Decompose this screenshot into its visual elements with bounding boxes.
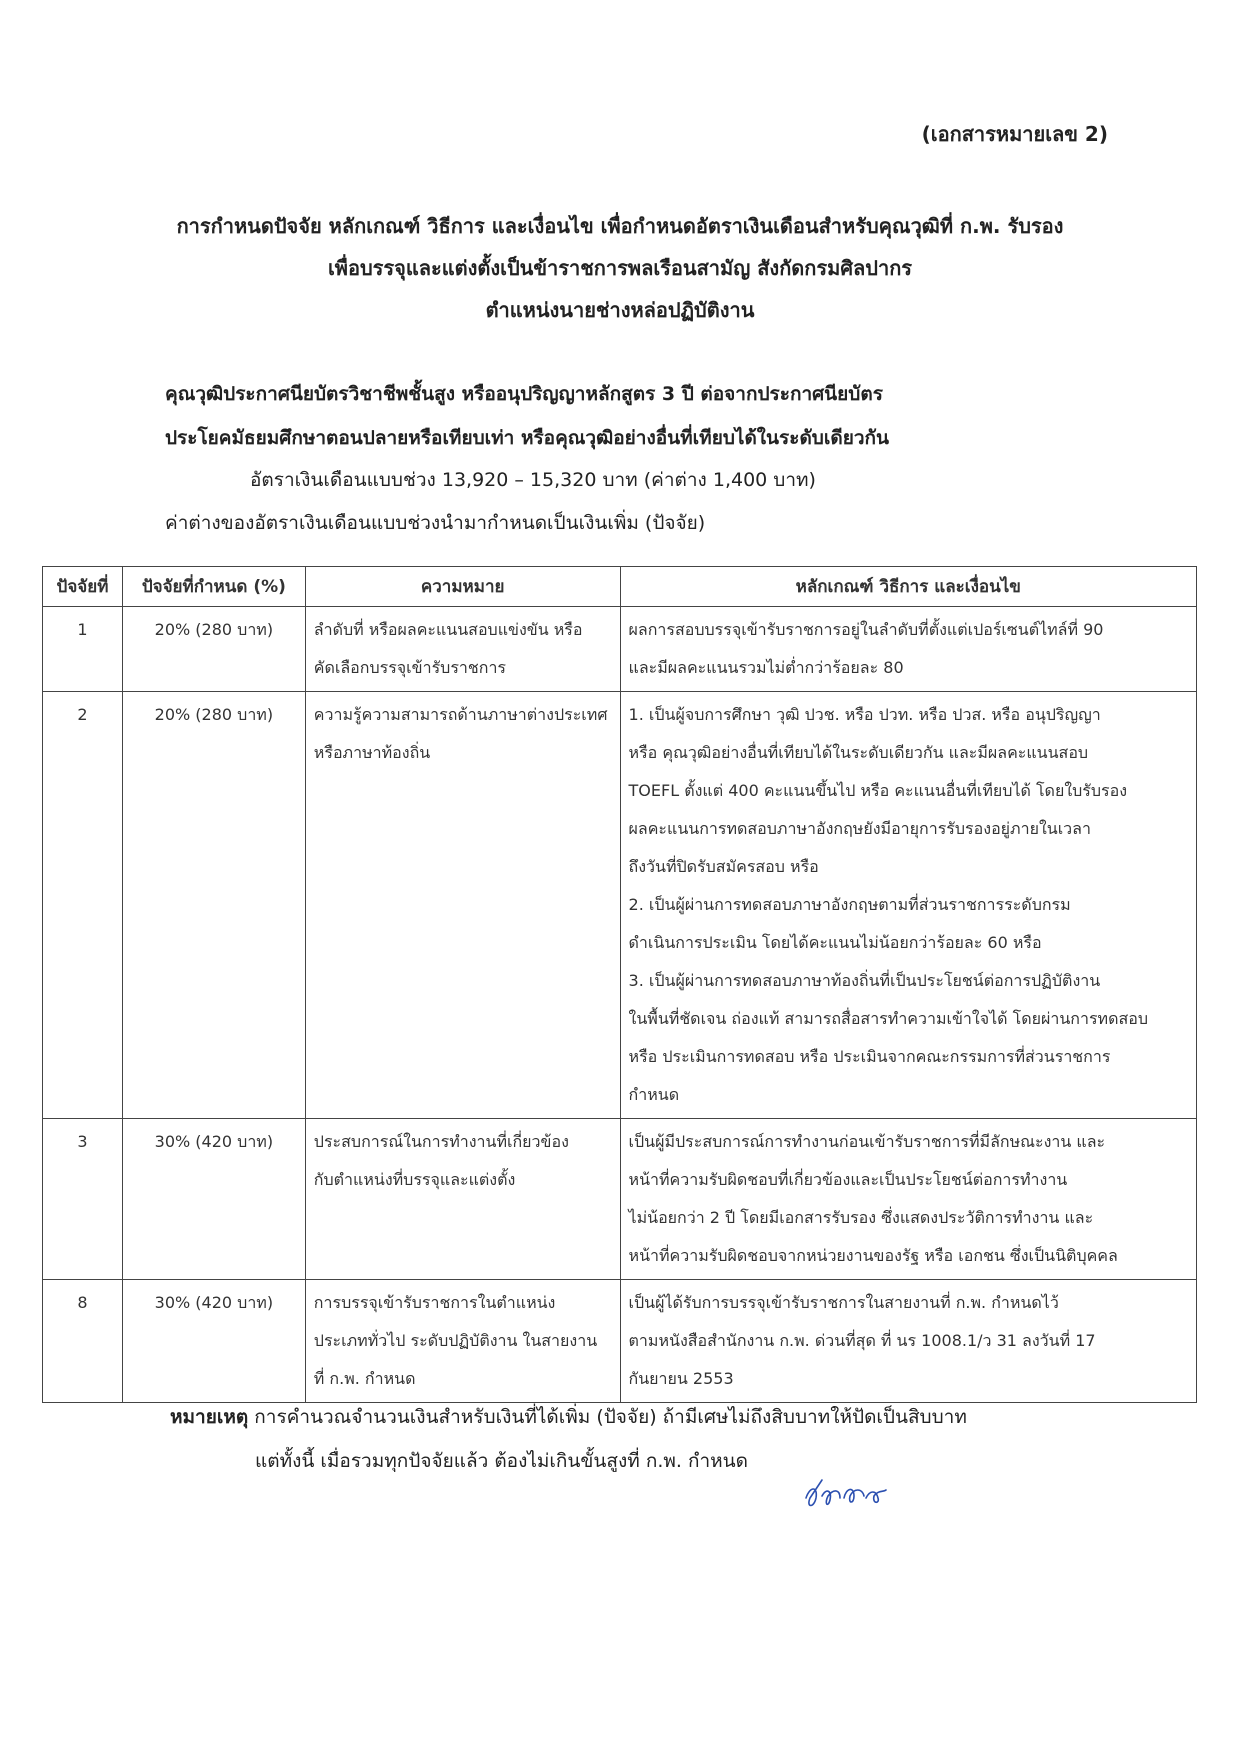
criteria-line: ไม่น้อยกว่า 2 ปี โดยมีเอกสารรับรอง ซึ่งแสดงประวัติการทำงาน และ [628,1208,1094,1227]
difference-note: ค่าต่างของอัตราเงินเดือนแบบช่วงนำมากำหนดเป็นเงินเพิ่ม (ปัจจัย) [165,512,706,534]
meaning-line: คัดเลือกบรรจุเข้ารับราชการ [313,658,507,677]
qualification-heading [165,372,1125,460]
header-factor-percent: ปัจจัยที่กำหนด (%) [122,567,305,607]
cell-criteria [620,692,1196,1119]
criteria-line: เป็นผู้มีประสบการณ์การทำงานก่อนเข้ารับราชการที่มีลักษณะงาน และ [628,1132,1106,1151]
cell-factor-no: 2 [43,692,123,1119]
cell-factor-no: 8 [43,1280,123,1403]
criteria-line: กันยายน 2553 [628,1369,734,1388]
cell-factor-percent: 20% (280 บาท) [122,607,305,692]
footnote [170,1395,1170,1483]
cell-criteria [620,1280,1196,1403]
table-row [43,1119,1197,1280]
cell-meaning [305,607,620,692]
handwritten-signature [800,1468,890,1522]
qualification-line-1: คุณวุฒิประกาศนียบัตรวิชาชีพชั้นสูง หรืออนุปริญญาหลักสูตร 3 ปี ต่อจากประกาศนียบัตร [165,383,883,405]
header-factor-no: ปัจจัยที่ [43,567,123,607]
criteria-line: 2. เป็นผู้ผ่านการทดสอบภาษาอังกฤษตามที่ส่วนราชการระดับกรม [628,895,1071,914]
criteria-line: ตามหนังสือสำนักงาน ก.พ. ด่วนที่สุด ที่ นร 1008.1/ว 31 ลงวันที่ 17 [628,1331,1096,1350]
criteria-line: 3. เป็นผู้ผ่านการทดสอบภาษาท้องถิ่นที่เป็นประโยชน์ต่อการปฏิบัติงาน [628,971,1101,990]
cell-criteria [620,607,1196,692]
criteria-line: หน้าที่ความรับผิดชอบจากหน่วยงานของรัฐ หรือ เอกชน ซึ่งเป็นนิติบุคคล [628,1246,1118,1265]
meaning-line: ที่ ก.พ. กำหนด [313,1369,416,1388]
table-header-row [43,567,1197,607]
criteria-line: ดำเนินการประเมิน โดยได้คะแนนไม่น้อยกว่าร้อยละ 60 หรือ [628,933,1042,952]
criteria-line: หน้าที่ความรับผิดชอบที่เกี่ยวข้องและเป็นประโยชน์ต่อการทำงาน [628,1170,1068,1189]
cell-factor-percent: 30% (420 บาท) [122,1280,305,1403]
criteria-line: ถึงวันที่ปิดรับสมัครสอบ หรือ [628,857,819,876]
table-row [43,692,1197,1119]
cell-factor-no: 1 [43,607,123,692]
table-row [43,607,1197,692]
salary-range: อัตราเงินเดือนแบบช่วง 13,920 – 15,320 บาท (ค่าต่าง 1,400 บาท) [250,469,816,491]
footnote-text-1: การคำนวณจำนวนเงินสำหรับเงินที่ได้เพิ่ม (ปัจจัย) ถ้ามีเศษไม่ถึงสิบบาทให้ปัดเป็นสิบบาท [254,1406,967,1428]
table-row [43,1280,1197,1403]
criteria-line: หรือ คุณวุฒิอย่างอื่นที่เทียบได้ในระดับเดียวกัน และมีผลคะแนนสอบ [628,743,1089,762]
criteria-line: TOEFL ตั้งแต่ 400 คะแนนขึ้นไป หรือ คะแนนอื่นที่เทียบได้ โดยใบรับรอง [628,781,1128,800]
header-criteria: หลักเกณฑ์ วิธีการ และเงื่อนไข [620,567,1196,607]
criteria-line: กำหนด [628,1085,680,1104]
title-line-3: ตำแหน่งนายช่างหล่อปฏิบัติงาน [485,298,755,322]
meaning-line: การบรรจุเข้ารับราชการในตำแหน่ง [313,1293,556,1312]
criteria-line: ในพื้นที่ชัดเจน ถ่องแท้ สามารถสื่อสารทำความเข้าใจได้ โดยผ่านการทดสอบ [628,1009,1149,1028]
factors-table [42,566,1197,1403]
signature-scribble [800,1468,890,1518]
cell-factor-no: 3 [43,1119,123,1280]
title-line-1: การกำหนดปัจจัย หลักเกณฑ์ วิธีการ และเงื่อนไข เพื่อกำหนดอัตราเงินเดือนสำหรับคุณวุฒิที่ ก.พ. รับรอง [176,214,1064,238]
title-line-2: เพื่อบรรจุและแต่งตั้งเป็นข้าราชการพลเรือนสามัญ สังกัดกรมศิลปากร [327,256,913,280]
meaning-line: กับตำแหน่งที่บรรจุและแต่งตั้ง [313,1170,516,1189]
footnote-line-2: แต่ทั้งนี้ เมื่อรวมทุกปัจจัยแล้ว ต้องไม่เกินขั้นสูงที่ ก.พ. กำหนด [255,1450,749,1472]
qualification-line-2: ประโยคมัธยมศึกษาตอนปลายหรือเทียบเท่า หรือคุณวุฒิอย่างอื่นที่เทียบได้ในระดับเดียวกัน [165,427,889,449]
cell-meaning [305,1280,620,1403]
cell-factor-percent: 30% (420 บาท) [122,1119,305,1280]
meaning-line: หรือภาษาท้องถิ่น [313,743,431,762]
meaning-line: ความรู้ความสามารถด้านภาษาต่างประเทศ [313,705,608,724]
cell-criteria [620,1119,1196,1280]
criteria-line: หรือ ประเมินการทดสอบ หรือ ประเมินจากคณะกรรมการที่ส่วนราชการ [628,1047,1111,1066]
cell-meaning [305,1119,620,1280]
header-meaning: ความหมาย [305,567,620,607]
criteria-line: ผลการสอบบรรจุเข้ารับราชการอยู่ในลำดับที่ตั้งแต่เปอร์เซนต์ไทล์ที่ 90 [628,620,1104,639]
footnote-label: หมายเหตุ [170,1406,249,1428]
criteria-line: เป็นผู้ได้รับการบรรจุเข้ารับราชการในสายงานที่ ก.พ. กำหนดไว้ [628,1293,1059,1312]
criteria-line: ผลคะแนนการทดสอบภาษาอังกฤษยังมีอายุการรับรองอยู่ภายในเวลา [628,819,1091,838]
document-number: (เอกสารหมายเลข 2) [921,122,1108,146]
meaning-line: ประสบการณ์ในการทำงานที่เกี่ยวข้อง [313,1132,569,1151]
criteria-line: และมีผลคะแนนรวมไม่ต่ำกว่าร้อยละ 80 [628,658,904,677]
meaning-line: ลำดับที่ หรือผลคะแนนสอบแข่งขัน หรือ [313,620,583,639]
cell-meaning [305,692,620,1119]
footnote-line-1 [170,1395,1170,1439]
meaning-line: ประเภททั่วไป ระดับปฏิบัติงาน ในสายงาน [313,1331,598,1350]
criteria-line: 1. เป็นผู้จบการศึกษา วุฒิ ปวช. หรือ ปวท. หรือ ปวส. หรือ อนุปริญญา [628,705,1101,724]
cell-factor-percent: 20% (280 บาท) [122,692,305,1119]
document-title [0,205,1240,331]
